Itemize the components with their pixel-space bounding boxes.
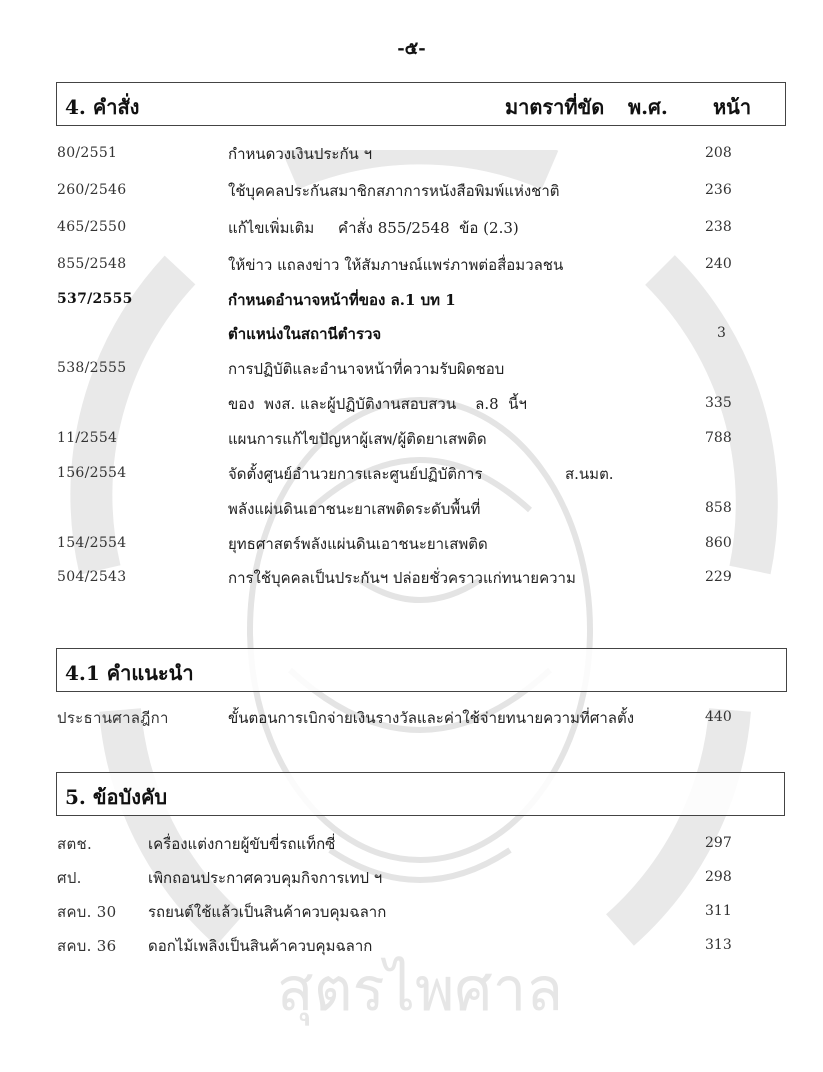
regulation-code: สคบ. 30 [57, 903, 117, 921]
order-description: ตำแหน่งในสถานีตำรวจ [228, 325, 382, 343]
list-item [0, 530, 823, 560]
list-item [0, 864, 823, 894]
list-item-continuation [0, 495, 823, 525]
list-item [0, 898, 823, 928]
order-description: การใช้บุคคลเป็นประกันฯ ปล่อยชั่วคราวแก่ทนายความ [228, 569, 576, 587]
page-ref: 3 [717, 325, 726, 341]
order-description: กำหนดอำนาจหน้าที่ของ ล.1 บท 1 [228, 291, 456, 309]
list-item [0, 355, 823, 385]
page-ref: 860 [705, 535, 732, 551]
list-item-continuation [0, 390, 823, 420]
list-item [0, 932, 823, 962]
section-5-header [56, 772, 785, 816]
order-number: 504/2543 [57, 569, 127, 585]
list-item [0, 286, 823, 316]
regulation-code: สตช. [57, 835, 93, 853]
page-ref: 313 [705, 937, 732, 953]
order-description: แก้ไขเพิ่มเติม คำสั่ง 855/2548 ข้อ (2.3) [228, 219, 519, 237]
order-number: 11/2554 [57, 430, 118, 446]
section-4-header [56, 82, 786, 126]
page-ref: 335 [705, 395, 732, 411]
section-41-title: 4.1 คำแนะนำ [65, 661, 194, 685]
list-item [0, 177, 823, 207]
section-41-header [56, 648, 787, 692]
list-item [0, 460, 823, 490]
regulation-code: สคบ. 36 [57, 937, 117, 955]
list-item [0, 140, 823, 170]
regulation-code: ศป. [57, 869, 82, 887]
page-ref: 297 [705, 835, 732, 851]
regulation-description: ดอกไม้เพลิงเป็นสินค้าควบคุมฉลาก [148, 937, 373, 955]
page-ref: 229 [705, 569, 732, 585]
order-description: พลังแผ่นดินเอาชนะยาเสพติดระดับพื้นที่ [228, 500, 481, 518]
column-header-conflict: มาตราที่ขัด [505, 95, 605, 119]
page-ref: 240 [705, 256, 732, 272]
page-ref: 208 [705, 145, 732, 161]
issuer: ประธานศาลฎีกา [57, 709, 169, 727]
agency-tag: ส.นมต. [565, 465, 614, 483]
order-description: ใช้บุคคลประกันสมาชิกสภาการหนังสือพิมพ์แห่งชาติ [228, 182, 560, 200]
page-ref: 298 [705, 869, 732, 885]
order-number: 260/2546 [57, 182, 127, 198]
order-description: การปฏิบัติและอำนาจหน้าที่ความรับผิดชอบ [228, 360, 505, 378]
order-description: แผนการแก้ไขปัญหาผู้เสพ/ผู้ติดยาเสพติด [228, 430, 487, 448]
order-number: 156/2554 [57, 465, 127, 481]
order-number: 537/2555 [57, 291, 133, 307]
order-description: ยุทธศาสตร์พลังแผ่นดินเอาชนะยาเสพติด [228, 535, 488, 553]
column-header-page: หน้า [713, 95, 752, 119]
order-description: ของ พงส. และผู้ปฏิบัติงานสอบสวน ล.8 นี้ฯ [228, 395, 527, 413]
order-number: 465/2550 [57, 219, 127, 235]
svg-text:สุตรไพศาล: สุตรไพศาล [276, 955, 564, 1025]
page-ref: 858 [705, 500, 732, 516]
section-5-title: 5. ข้อบังคับ [65, 785, 168, 809]
page-number: -๕- [397, 38, 426, 59]
recommendation-description: ขั้นตอนการเบิกจ่ายเงินรางวัลและค่าใช้จ่ายทนายความที่ศาลตั้ง [228, 709, 635, 727]
page-ref: 311 [705, 903, 732, 919]
order-description: จัดตั้งศูนย์อำนวยการและศูนย์ปฏิบัติการ [228, 465, 483, 483]
list-item-continuation [0, 320, 823, 350]
page-ref: 236 [705, 182, 732, 198]
page-ref: 238 [705, 219, 732, 235]
order-number: 855/2548 [57, 256, 127, 272]
section-4-title: 4. คำสั่ง [65, 95, 140, 119]
list-item [0, 830, 823, 860]
list-item [0, 214, 823, 244]
order-description: ให้ข่าว แถลงข่าว ให้สัมภาษณ์แพร่ภาพต่อสื่อมวลชน [228, 256, 564, 274]
list-item [0, 704, 823, 734]
order-description: กำหนดวงเงินประกัน ฯ [228, 145, 373, 163]
order-number: 538/2555 [57, 360, 127, 376]
order-number: 80/2551 [57, 145, 118, 161]
order-number: 154/2554 [57, 535, 127, 551]
regulation-description: รถยนต์ใช้แล้วเป็นสินค้าควบคุมฉลาก [148, 903, 387, 921]
list-item [0, 251, 823, 281]
regulation-description: เครื่องแต่งกายผู้ขับขี่รถแท็กซี่ [148, 835, 336, 853]
regulation-description: เพิกถอนประกาศควบคุมกิจการเทป ฯ [148, 869, 383, 887]
page-ref: 788 [705, 430, 732, 446]
page-ref: 440 [705, 709, 732, 725]
list-item [0, 425, 823, 455]
column-header-year: พ.ศ. [628, 95, 668, 119]
list-item [0, 564, 823, 594]
